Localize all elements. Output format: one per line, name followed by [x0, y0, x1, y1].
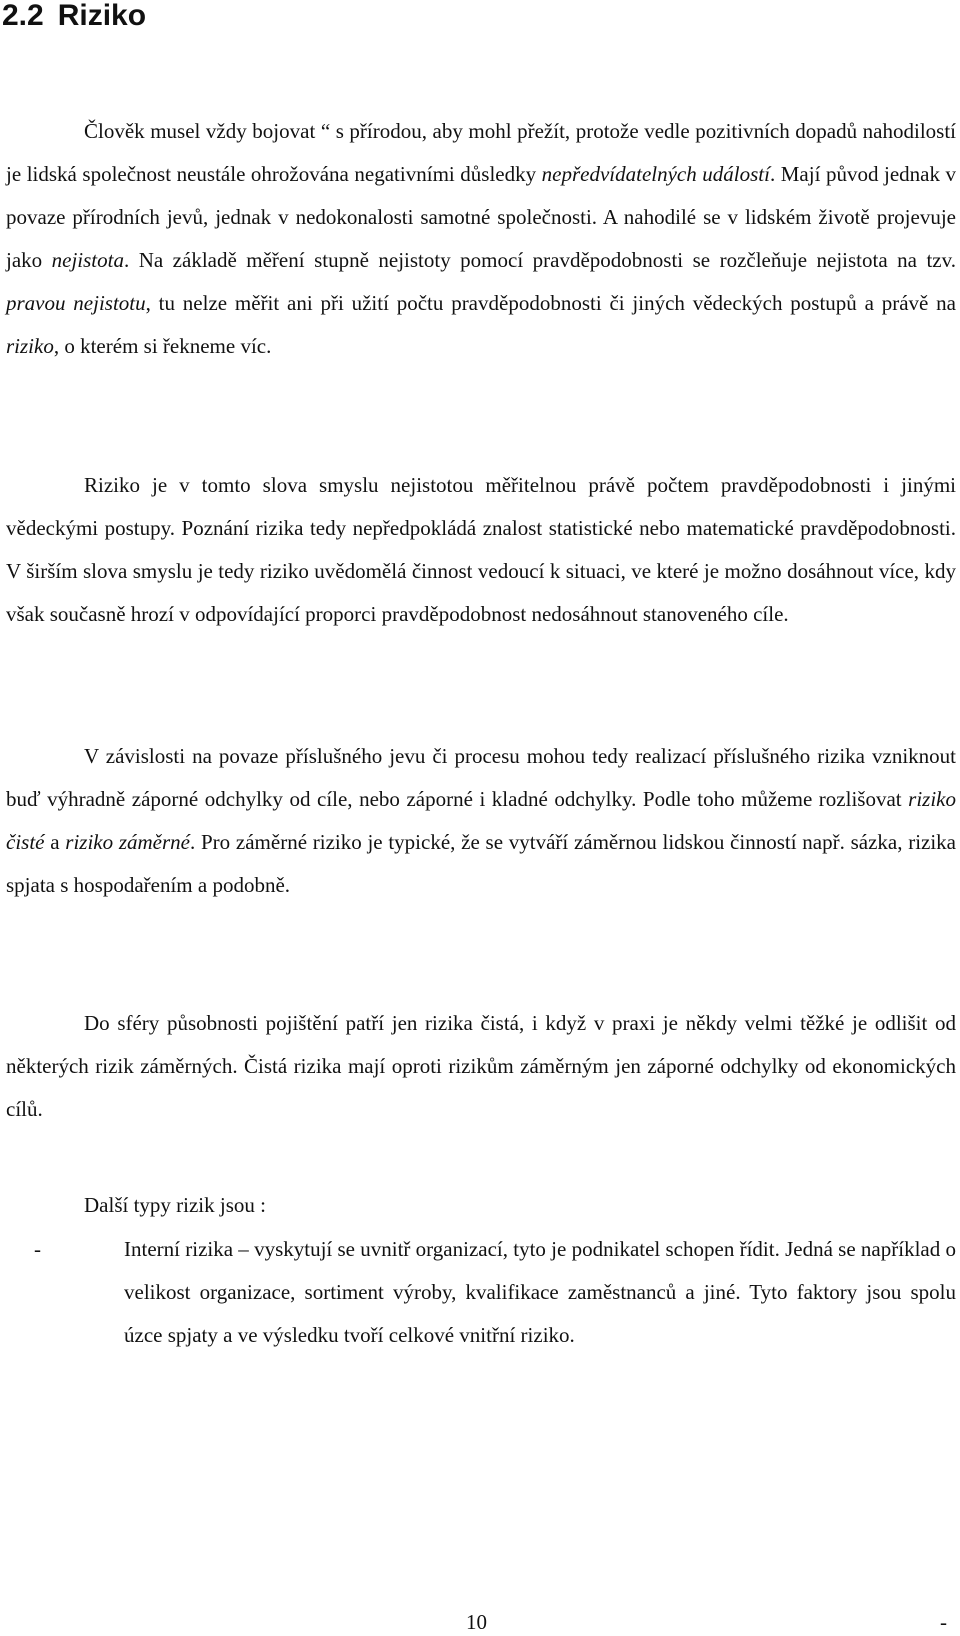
list-bullet: - — [34, 1237, 41, 1261]
page-footer — [0, 1608, 960, 1636]
paragraph-risk-definition — [6, 464, 956, 636]
section-number: 2.2 — [2, 0, 44, 32]
emphasis: nepředvídatelných událostí — [541, 162, 770, 186]
text-run: . Mají původ jednak v povaze přírodních jevů, jednak v nedokonalosti samotné společnosti. A nahodilé se v lidském životě projevuje jako — [6, 162, 957, 272]
emphasis: riziko záměrné — [65, 830, 191, 854]
emphasis: nejistota — [51, 248, 124, 272]
text-run: Do sféry působnosti pojištění patří jen rizika čistá, i když v praxi je někdy velmi těžké je odlišit od některých rizik záměrných. Čistá rizika mají oproti rizikům záměrným jen záporné odchylky od ekonomických cílů. — [6, 1011, 956, 1121]
section-title: Riziko — [57, 0, 147, 32]
text-run: V závislosti na povaze příslušného jevu či procesu mohou tedy realizací příslušného rizika vzniknout buď výhradně záporné odchylky od cíle, nebo záporné i kladné odchylky. Podle toho můžeme rozlišovat — [6, 744, 956, 811]
text-run: . Na základě měření stupně nejistoty pomocí pravděpodobnosti se rozčleňuje nejistota na tzv. — [123, 248, 956, 272]
text-run: . Pro záměrné riziko je typické, že se vytváří záměrnou lidskou činností např. sázka, rizika spjata s hospodařením a podobně. — [6, 830, 957, 897]
section-heading — [2, 0, 146, 34]
list-item — [6, 1228, 956, 1357]
paragraph-risk-types — [6, 735, 956, 907]
paragraph-uncertainty — [6, 110, 956, 368]
emphasis: pravou nejistotu — [6, 291, 146, 315]
emphasis: riziko — [6, 334, 54, 358]
text-run: Člověk musel vždy bojovat “ s přírodou, aby mohl přežít, protože vedle pozitivních dopadů nahodilostí je lidská společnost neustále ohrožována negativními důsledky — [6, 119, 956, 186]
text-run: , o kterém si řekneme víc. — [53, 334, 272, 358]
text-run: , tu nelze měřit ani při užití počtu pravděpodobnosti či jiných vědeckých postupů a právě na — [145, 291, 956, 315]
text-run: a — [44, 830, 66, 854]
emphasis: riziko čisté — [6, 787, 956, 854]
list-intro: Další typy rizik jsou : — [84, 1193, 266, 1217]
page-number: 10 — [466, 1610, 487, 1634]
list-item-text: Interní rizika – vyskytují se uvnitř organizací, tyto je podnikatel schopen řídit. Jedná se například o velikost organizace, sortiment výroby, kvalifikace zaměstnanců a jiné. Tyto faktory jsou spolu úzce spjaty a ve výsledku tvoří celkové vnitřní riziko. — [124, 1237, 956, 1347]
text-run: Riziko je v tomto slova smyslu nejistotou měřitelnou právě počtem pravděpodobnosti i jinými vědeckými postupy. Poznání rizika tedy nepředpokládá znalost statistické nebo matematické pravděpodobnosti. V širším slova smyslu je tedy riziko uvědomělá činnost vedoucí k situaci, ve které je možno dosáhnout více, kdy však současně hrozí v odpovídající proporci pravděpodobnost nedosáhnout stanoveného cíle. — [6, 473, 956, 626]
paragraph-insurance — [6, 1002, 956, 1131]
footer-dash: - — [940, 1610, 947, 1634]
